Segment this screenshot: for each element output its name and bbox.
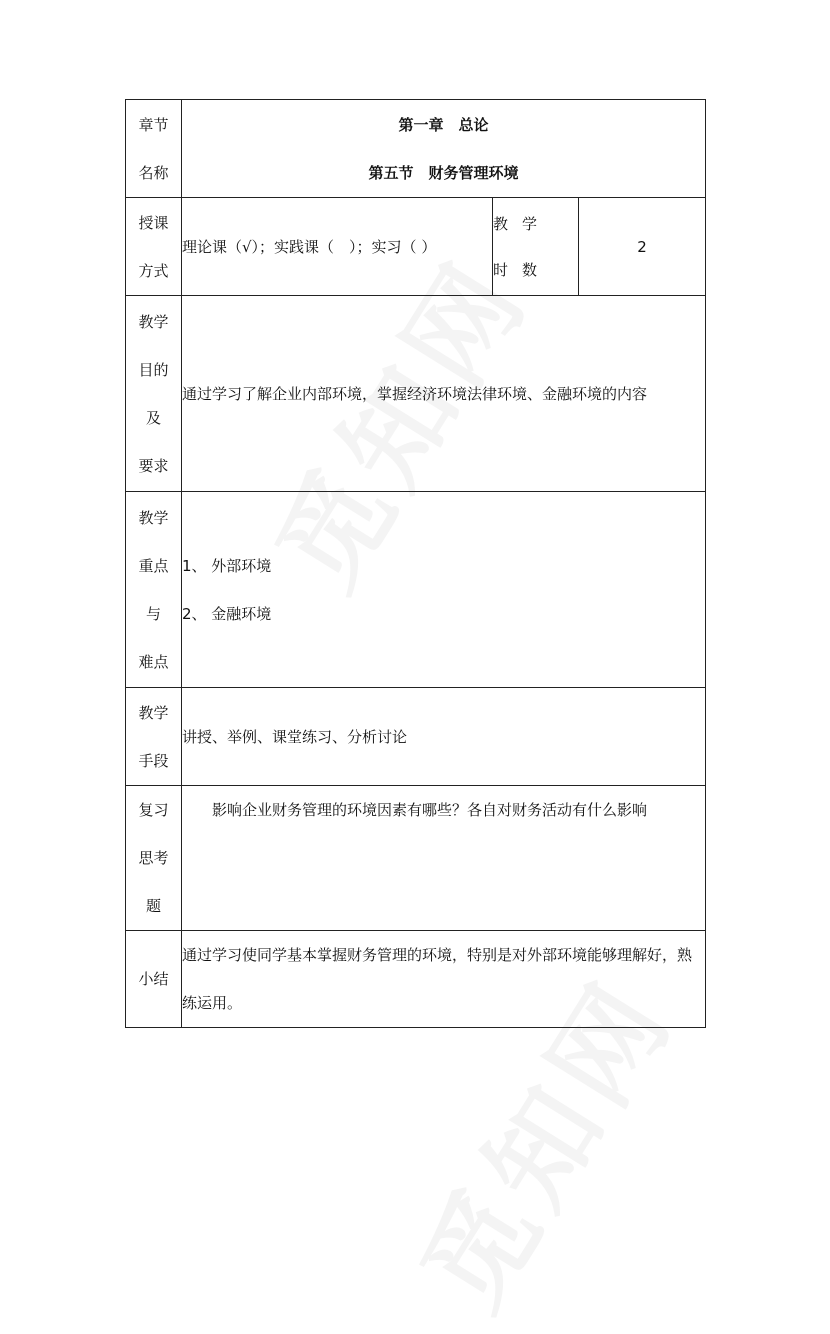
hours-label-cell bbox=[493, 198, 579, 296]
review-label-line: 思考 bbox=[138, 849, 169, 867]
means-label-cell bbox=[126, 688, 182, 786]
chapter-title: 第一章 总论 bbox=[398, 115, 489, 134]
key-points-cell bbox=[182, 492, 706, 688]
method-label-cell bbox=[126, 198, 182, 296]
objectives-label-line: 教学 bbox=[138, 312, 169, 331]
review-label-line: 复习 bbox=[138, 801, 169, 819]
objectives-row bbox=[126, 296, 706, 492]
method-row bbox=[126, 198, 706, 296]
summary-value: 通过学习使同学基本掌握财务管理的环境，特别是对外部环境能够理解好，熟练运用。 bbox=[182, 931, 706, 1028]
objectives-label-cell bbox=[126, 296, 182, 492]
means-label-line: 教学 bbox=[138, 703, 169, 722]
key-points-label-cell bbox=[126, 492, 182, 688]
hours-value: 2 bbox=[579, 198, 706, 296]
review-value: 影响企业财务管理的环境因素有哪些？各自对财务活动有什么影响 bbox=[182, 786, 706, 931]
key-points-row bbox=[126, 492, 706, 688]
summary-label: 小结 bbox=[126, 931, 182, 1028]
review-label-cell bbox=[126, 786, 182, 931]
chapter-title-cell bbox=[182, 100, 706, 198]
objectives-value: 通过学习了解企业内部环境，掌握经济环境法律环境、金融环境的内容 bbox=[182, 296, 706, 492]
chapter-label-line2: 名称 bbox=[138, 163, 169, 182]
means-label-line: 手段 bbox=[138, 751, 169, 770]
objectives-label-line: 目的 bbox=[138, 360, 169, 379]
method-label-line1: 授课 bbox=[138, 213, 169, 232]
key-points-label-line: 与 bbox=[145, 604, 161, 623]
summary-row bbox=[126, 931, 706, 1028]
method-value: 理论课（√）；实践课（ ）；实习（ ） bbox=[182, 198, 493, 296]
chapter-row bbox=[126, 100, 706, 198]
chapter-label-cell bbox=[126, 100, 182, 198]
section-title: 第五节 财务管理环境 bbox=[368, 163, 519, 182]
objectives-label-line: 要求 bbox=[138, 456, 169, 475]
review-label-line: 题 bbox=[145, 897, 161, 915]
key-point-item: 2、 金融环境 bbox=[182, 604, 272, 623]
key-points-label-line: 重点 bbox=[138, 556, 169, 575]
key-points-label-line: 教学 bbox=[138, 508, 169, 527]
key-points-label-line: 难点 bbox=[138, 652, 169, 671]
key-point-item: 1、 外部环境 bbox=[182, 556, 272, 575]
review-row bbox=[126, 786, 706, 931]
means-row bbox=[126, 688, 706, 786]
objectives-label-line: 及 bbox=[145, 408, 161, 427]
hours-label-line2: 时数 bbox=[493, 260, 552, 279]
means-value: 讲授、举例、课堂练习、分析讨论 bbox=[182, 688, 706, 786]
chapter-label-line1: 章节 bbox=[138, 115, 169, 134]
lesson-plan-table bbox=[125, 99, 706, 1028]
method-label-line2: 方式 bbox=[138, 261, 169, 280]
hours-label-line1: 教学 bbox=[493, 214, 552, 233]
